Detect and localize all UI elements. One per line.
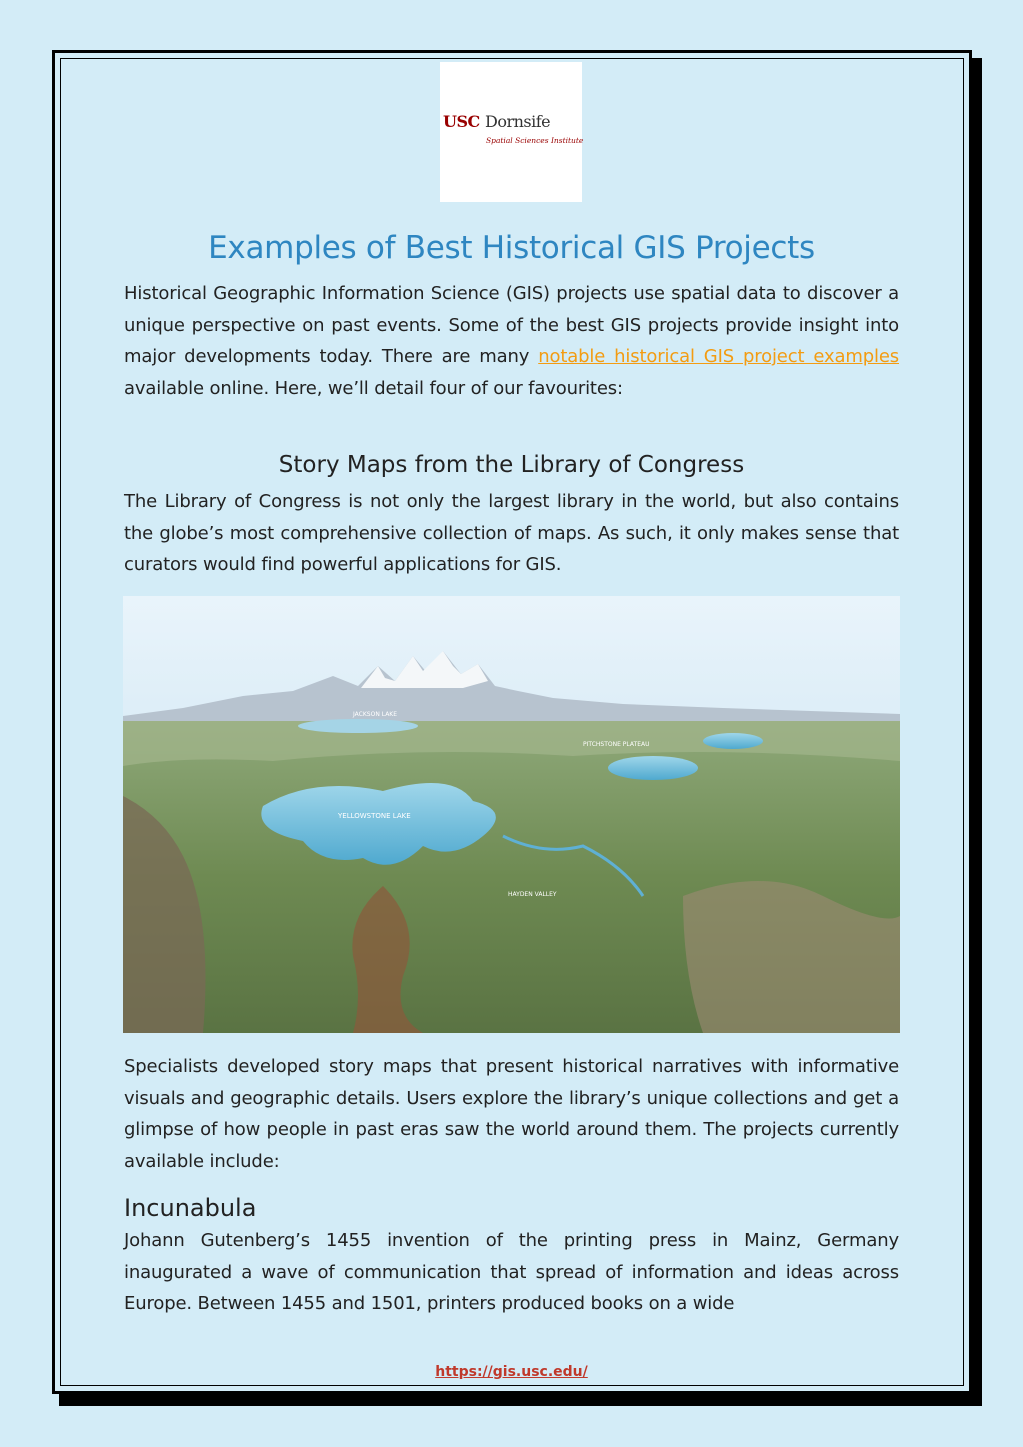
story-maps-paragraph: The Library of Congress is not only the largest library in the world, but also contains the globe’s most comprehensive collection of maps. As such, it only makes sense that curators would find powerful applications for GIS. [124,491,899,575]
shoshone-lake [608,756,698,780]
page-title: Examples of Best Historical GIS Projects [208,230,815,266]
intro-text-after: available online. Here, we’ll detail four of our favourites: [124,377,623,399]
label-jackson-lake: JACKSON LAKE [353,711,398,718]
logo-dornsife-text: Dornsife [485,112,551,131]
story-maps-description: Specialists developed story maps that present historical narratives with informative visuals and geographic details. Users explore the library’s unique collections and get a glimpse of how people in past eras saw the world around them. The projects currently available include: [124,1056,899,1172]
intro-text-before: Historical Geographic Information Science (GIS) projects use spatial data to discover a unique perspective on past events. Some of the best GIS projects provide insight into major developments today. There are many [124,283,899,367]
incunabula-paragraph: Johann Gutenberg’s 1455 invention of the printing press in Mainz, Germany inaugurated a wave of communication that spread of information and ideas across Europe. Between 1455 and 1501, printers produced books on a wide [124,1230,899,1314]
lewis-lake [703,733,763,749]
yellowstone-panorama-image [123,596,900,1033]
jackson-lake [298,719,418,733]
label-yellowstone-lake: YELLOWSTONE LAKE [338,812,411,820]
section-heading-incunabula: Incunabula [124,1194,257,1222]
label-pitchstone-plateau: PITCHSTONE PLATEAU [583,741,650,748]
footer-url-link[interactable]: https://gis.usc.edu/ [435,1364,588,1380]
notable-examples-link[interactable]: notable historical GIS project examples [538,346,899,367]
panorama-illustration [123,596,900,1033]
logo-usc-text: USC [443,112,480,131]
logo-subtitle: Spatial Sciences Institute [486,136,584,145]
label-hayden-valley: HAYDEN VALLEY [508,891,557,898]
intro-paragraph [124,278,899,404]
section-heading-story-maps: Story Maps from the Library of Congress [278,452,745,478]
usc-dornsife-logo [440,62,582,202]
